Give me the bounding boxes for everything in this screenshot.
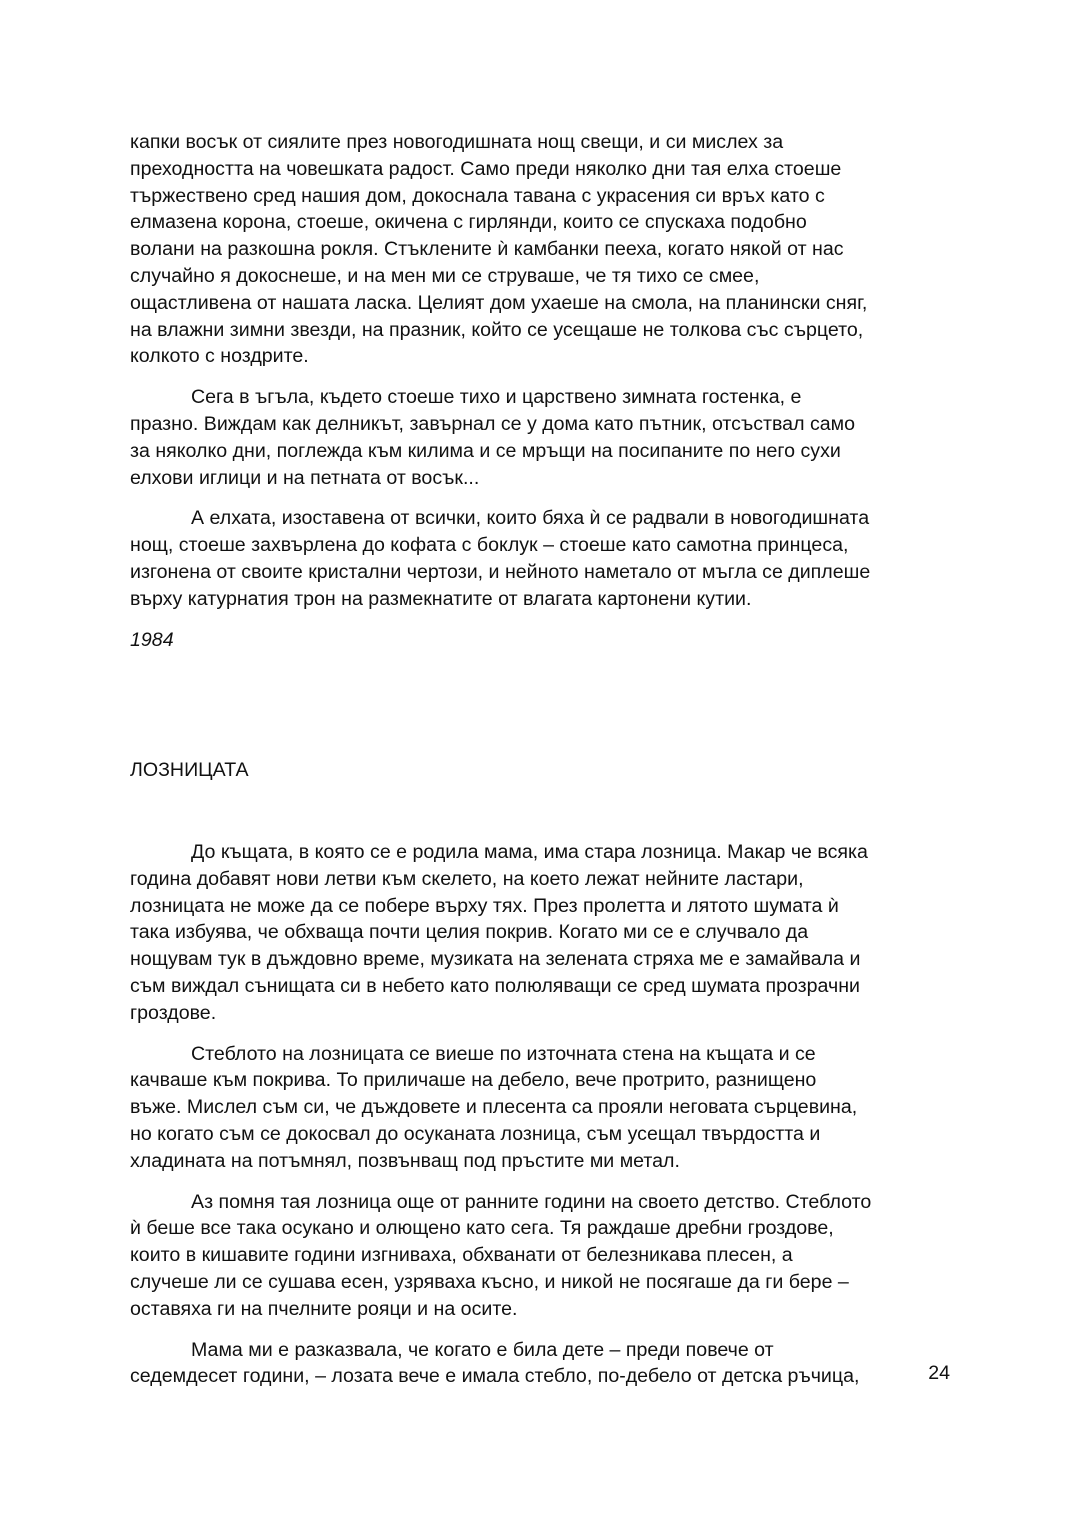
text-line: въже. Мислел съм си, че дъждовете и плесента са прояли неговата сърцевина, <box>130 1096 858 1119</box>
text-line: хладината на потъмнял, позвънващ под пръстите ми метал. <box>130 1149 680 1172</box>
text-line: Аз помня тая лозница още от ранните години на своето детство. Стеблото <box>191 1190 872 1213</box>
text-line: колкото с ноздрите. <box>130 345 309 368</box>
section1-body <box>130 129 960 653</box>
text-line: гроздове. <box>130 1001 217 1024</box>
text-line: Сега в ъгъла, където стоеше тихо и царствено зимната гостенка, е <box>191 386 802 409</box>
text-line: случеше ли се сушава есен, узряваха късно, и никой не посягаше да ги бере – <box>130 1270 849 1293</box>
section1-paragraph-1 <box>130 129 960 370</box>
section2-paragraph-4 <box>130 1337 960 1391</box>
text-line: съм виждал сънищата си в небето като полюляващи се сред шумата прозрачни <box>130 974 860 997</box>
section2-body <box>130 839 960 1390</box>
text-line: елхови иглици и на петната от восък... <box>130 466 480 489</box>
text-line: празно. Виждам как делникът, завърнал се у дома като пътник, отсъствал само <box>130 412 856 435</box>
text-line: качваше към покрива. То приличаше на дебело, вече протрито, разнищено <box>130 1069 817 1092</box>
text-line: Мама ми е разказвала, че когато е била дете – преди повече от <box>191 1338 774 1361</box>
text-line: които в кишавите години изгниваха, обхванати от белезникава плесен, а <box>130 1244 793 1267</box>
section1-paragraph-2 <box>130 384 960 491</box>
text-line: ѝ беше все така осукано и олющено като сега. Тя раждаше дребни гроздове, <box>130 1217 834 1240</box>
text-line: волани на разкошна рокля. Стъклените ѝ камбанки пееха, когато някой от нас <box>130 238 844 261</box>
text-line: година добавят нови летви към скелето, на което лежат нейните ластари, <box>130 867 804 890</box>
section1-paragraph-3 <box>130 505 960 612</box>
text-line: тържествено сред нашия дом, докоснала тавана с украсения си връх като с <box>130 184 825 207</box>
section2-paragraph-1 <box>130 839 960 1027</box>
page-number: 24 <box>928 1362 950 1384</box>
text-line: лозницата не може да се побере върху тях. През пролетта и лятото шумата ѝ <box>130 894 839 917</box>
text-line: А елхата, изоставена от всички, които бяха ѝ се радвали в новогодишната <box>191 507 870 530</box>
section1-year: 1984 <box>130 628 174 651</box>
section2-header <box>130 757 960 784</box>
text-line: До къщата, в която се е родила мама, има стара лозница. Макар че всяка <box>191 841 868 863</box>
text-line: случайно я докоснеше, и на мен ми се струваше, че тя тихо се смее, <box>130 264 760 287</box>
text-line: елмазена корона, стоеше, окичена с гирлянди, които се спускаха подобно <box>130 211 807 234</box>
text-line: седемдесет години, – лозата вече е имала стебло, по-дебело от детска ръчица, <box>130 1365 860 1388</box>
text-line: нощ, стоеше захвърлена до кофата с боклук – стоеше като самотна принцеса, <box>130 534 849 557</box>
text-line: нощувам тук в дъждовно време, музиката на зелената стряха ме е замайвала и <box>130 948 861 971</box>
section2-paragraph-2 <box>130 1041 960 1175</box>
text-line: на влажни зимни звезди, на празник, който се усещаше не толкова със сърцето, <box>130 318 864 341</box>
text-line: така избуява, че обхваща почти целия покрив. Когато ми се е случвало да <box>130 921 809 944</box>
section2-title: ЛОЗНИЦАТА <box>130 759 249 781</box>
text-line: капки восък от сиялите през новогодишната нощ свещи, и си мислех за <box>130 131 784 153</box>
text-line: Стеблото на лозницата се виеше по източната стена на къщата и се <box>191 1042 816 1065</box>
text-line: изгонена от своите кристални чертози, и нейното наметало от мъгла се диплеше <box>130 560 871 583</box>
text-line: но когато съм се докосвал до осуканата лозница, съм усещал твърдостта и <box>130 1122 821 1145</box>
section2-paragraph-3 <box>130 1189 960 1323</box>
text-line: върху катурнатия трон на размекнатите от влагата картонени кутии. <box>130 587 752 610</box>
text-line: преходността на човешката радост. Само преди няколко дни тая елха стоеше <box>130 157 842 180</box>
text-line: ощастливена от нашата ласка. Целият дом ухаеше на смола, на планински сняг, <box>130 291 868 314</box>
text-line: оставяха ги на пчелните рояци и на осите. <box>130 1297 518 1320</box>
text-line: за няколко дни, поглежда към килима и се мръщи на посипаните по него сухи <box>130 439 841 462</box>
